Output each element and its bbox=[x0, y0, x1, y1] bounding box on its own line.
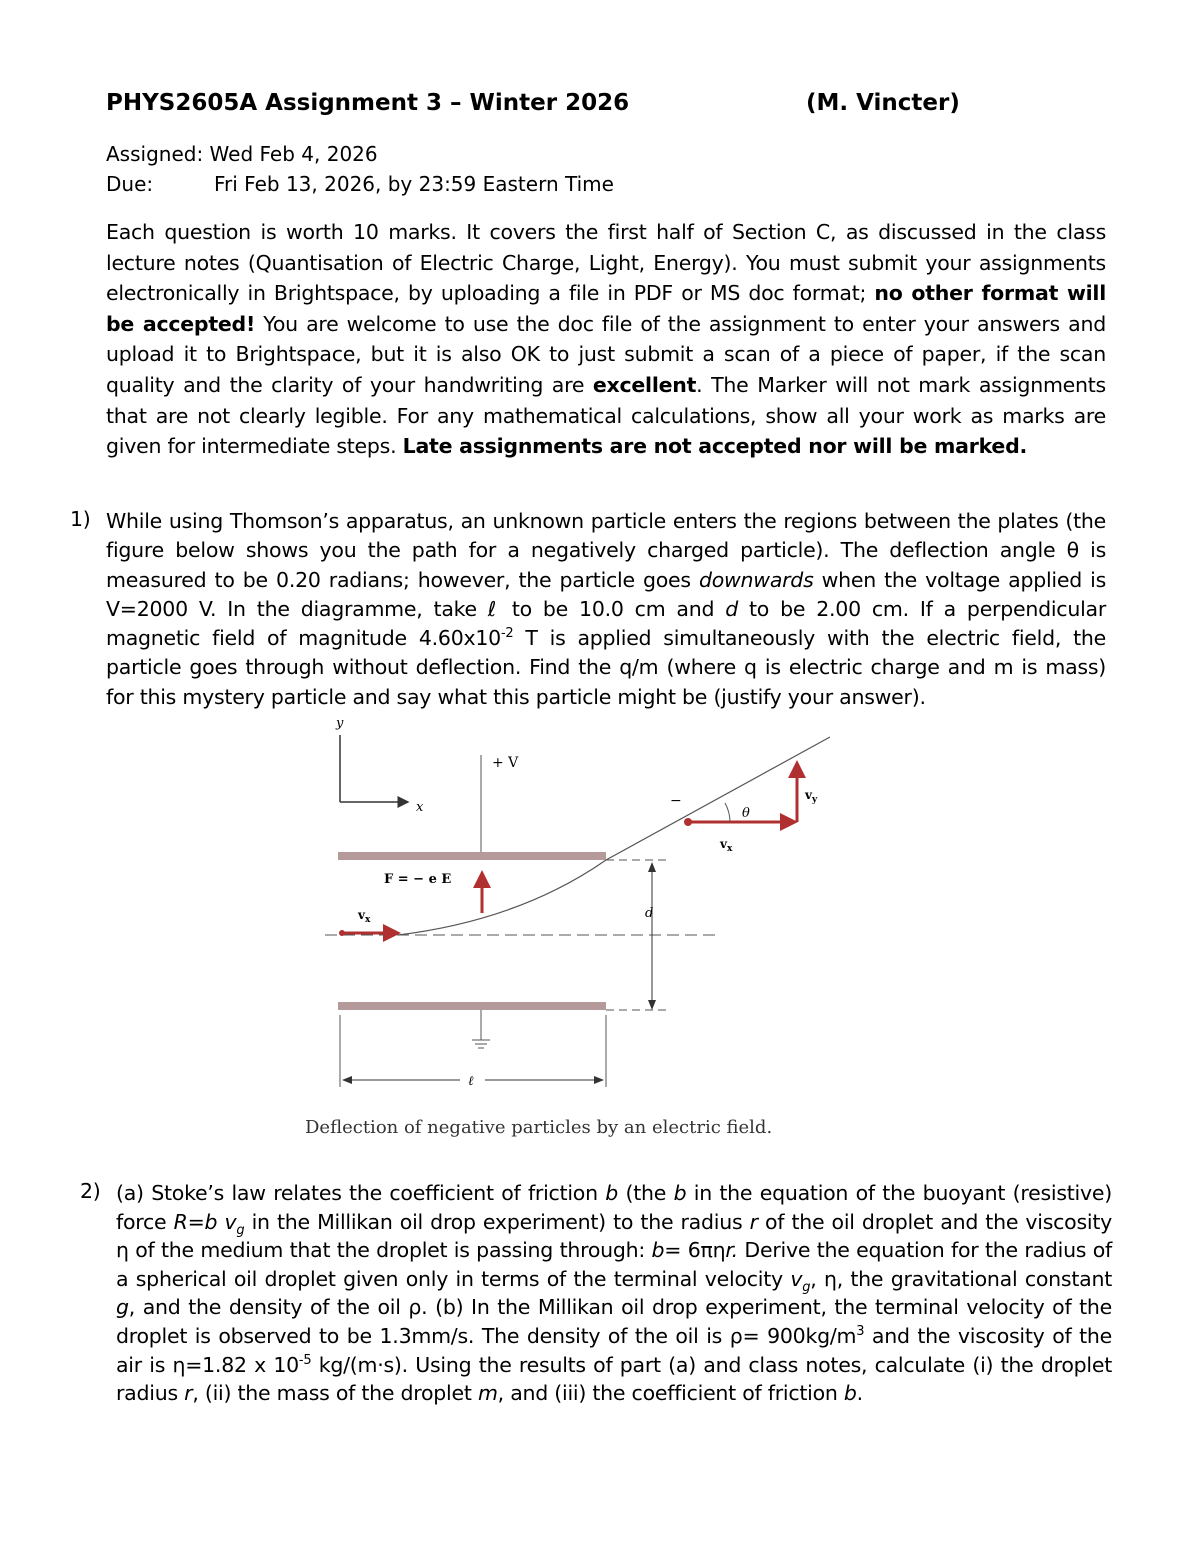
ground-symbol bbox=[472, 1040, 490, 1048]
intro-text-1: Each question is worth 10 marks. It covers the first half of Section C, as discussed in the class lecture notes (Quantisation of Electric Charge, Light, Energy). You must submit your assignments electronically in Brightspace, by uploading a file in PDF or MS doc format; bbox=[106, 220, 1106, 306]
question-1-text: While using Thomson’s apparatus, an unknown particle enters the regions between the plates (the figure below shows you the path for a negatively charged particle). The deflection angle θ is measured to be 0.20 radians; however, the particle goes downwards when the voltage applied is V=2000 V. In the diagramme, take ℓ to be 10.0 cm and d to be 2.00 cm. If a perpendicular magnetic field of magnitude $4.60x10^{-2}$ T is applied simultaneously with the electric field, the particle goes through without deflection. Find the q/m (where q is electric charge and m is mass) for this mystery particle and say what this particle might be (justify your answer). bbox=[106, 509, 1107, 709]
question-2-number: 2) bbox=[80, 1179, 101, 1203]
upper-plate bbox=[338, 852, 606, 860]
lower-plate bbox=[338, 1002, 606, 1010]
due-line bbox=[106, 172, 614, 196]
vx-right-label: $v_x$ bbox=[720, 837, 733, 854]
assigned-date: Wed Feb 4, 2026 bbox=[209, 142, 378, 166]
question-2-text: (a) Stoke’s law relates the coefficient of friction b (the b in the equation of the buoyant (resistive) force R=b $v_g$ in the Millikan oil drop experiment) to the radius r of the oil droplet and the viscosity η of the medium that the droplet is passing through: b= 6πηr. Derive the equation for the radius of a spherical oil droplet given only in terms of the terminal velocity $v_g$, η, the gravitational constant g, and the density of the oil ρ. (b) In the Millikan oil drop experiment, the terminal velocity of the droplet is observed to be 1.3mm/s. The density of the oil is $\rho= 900kg/m^3$ and the viscosity of the air is η=1.82 x $10^{-5}$ kg/(m·s). Using the results of part (a) and class notes, calculate (i) the droplet radius r, (ii) the mass of the droplet m, and (iii) the coefficient of friction b. bbox=[116, 1181, 1113, 1406]
intro-bold-excellent: excellent bbox=[592, 372, 697, 397]
intro-text-2: You are welcome to use the doc file of the assignment to enter your answers and upload it to Brightspace, but it is also OK to just submit a scan of a piece of paper, if the scan quality and the clarity of your handwriting are bbox=[106, 311, 1106, 397]
axis-x-label: x bbox=[416, 800, 424, 815]
figure-caption: Deflection of negative particles by an electric field. bbox=[305, 1117, 773, 1138]
axes-indicator bbox=[335, 716, 424, 815]
d-label: d bbox=[645, 906, 654, 921]
voltage-label: + V bbox=[492, 755, 519, 771]
intro-text-3: . The Marker will not mark assignments that are not clearly legible. For any mathematical calculations, show all your work as marks are given for intermediate steps. bbox=[106, 372, 1106, 459]
vy-label: $v_y$ bbox=[805, 788, 818, 805]
document-title: PHYS2605A Assignment 3 – Winter 2026 bbox=[106, 90, 630, 116]
force-label: F = − e E bbox=[384, 872, 452, 887]
theta-label: θ bbox=[742, 806, 750, 821]
intro-paragraph bbox=[106, 217, 1106, 462]
particle-trajectory bbox=[398, 737, 830, 935]
document-header bbox=[106, 90, 986, 126]
thomson-deflection-figure bbox=[300, 715, 840, 1145]
axis-y-label: y bbox=[336, 716, 344, 731]
question-1-number: 1) bbox=[70, 507, 91, 531]
vx-left-label: $v_x$ bbox=[358, 908, 371, 925]
assigned-label: Assigned: bbox=[106, 142, 204, 166]
intro-bold-format: no other format will be accepted! bbox=[106, 281, 1106, 336]
due-date: Fri Feb 13, 2026, by 23:59 Eastern Time bbox=[214, 172, 614, 196]
due-label: Due: bbox=[106, 172, 154, 196]
document-author: (M. Vincter) bbox=[806, 90, 960, 116]
intro-bold-late: Late assignments are not accepted nor will be marked. bbox=[402, 434, 1028, 459]
deflection-diagram bbox=[300, 715, 840, 1115]
minus-label: − bbox=[670, 793, 682, 809]
assigned-line bbox=[106, 142, 378, 166]
ell-label: ℓ bbox=[468, 1074, 474, 1089]
